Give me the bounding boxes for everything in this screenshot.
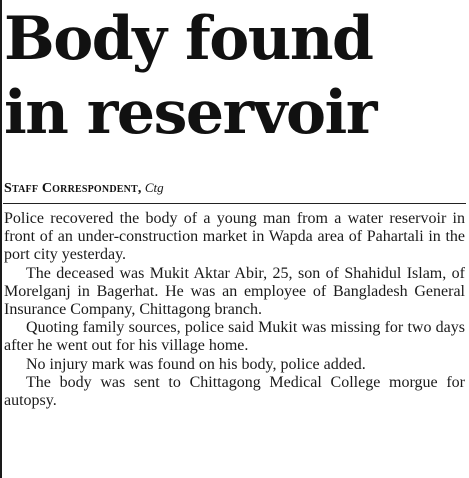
article-body xyxy=(4,210,465,410)
byline-place: Ctg xyxy=(144,180,164,195)
headline xyxy=(4,2,466,150)
byline-divider xyxy=(3,203,466,204)
headline-line-1: Body found xyxy=(4,4,373,74)
paragraph-3: Quoting family sources, police said Mukit was missing for two days after he went out for his village home. xyxy=(4,319,465,355)
paragraph-2: The deceased was Mukit Aktar Abir, 25, son of Shahidul Islam, of Morelganj in Bagerhat. He was an employee of Bangladesh General Insurance Company, Chittagong branch. xyxy=(4,264,465,319)
byline xyxy=(4,180,164,197)
paragraph-1: Police recovered the body of a young man from a water reservoir in front of an under-construction market in Wapda area of Pahartali in the port city yesterday. xyxy=(4,210,465,264)
byline-name: Staff Correspondent, xyxy=(4,181,142,196)
headline-line-2: in reservoir xyxy=(4,78,376,148)
paragraph-5: The body was sent to Chittagong Medical College morgue for autopsy. xyxy=(4,373,465,410)
paragraph-4: No injury mark was found on his body, police added. xyxy=(26,355,366,373)
column-rule xyxy=(0,0,2,478)
